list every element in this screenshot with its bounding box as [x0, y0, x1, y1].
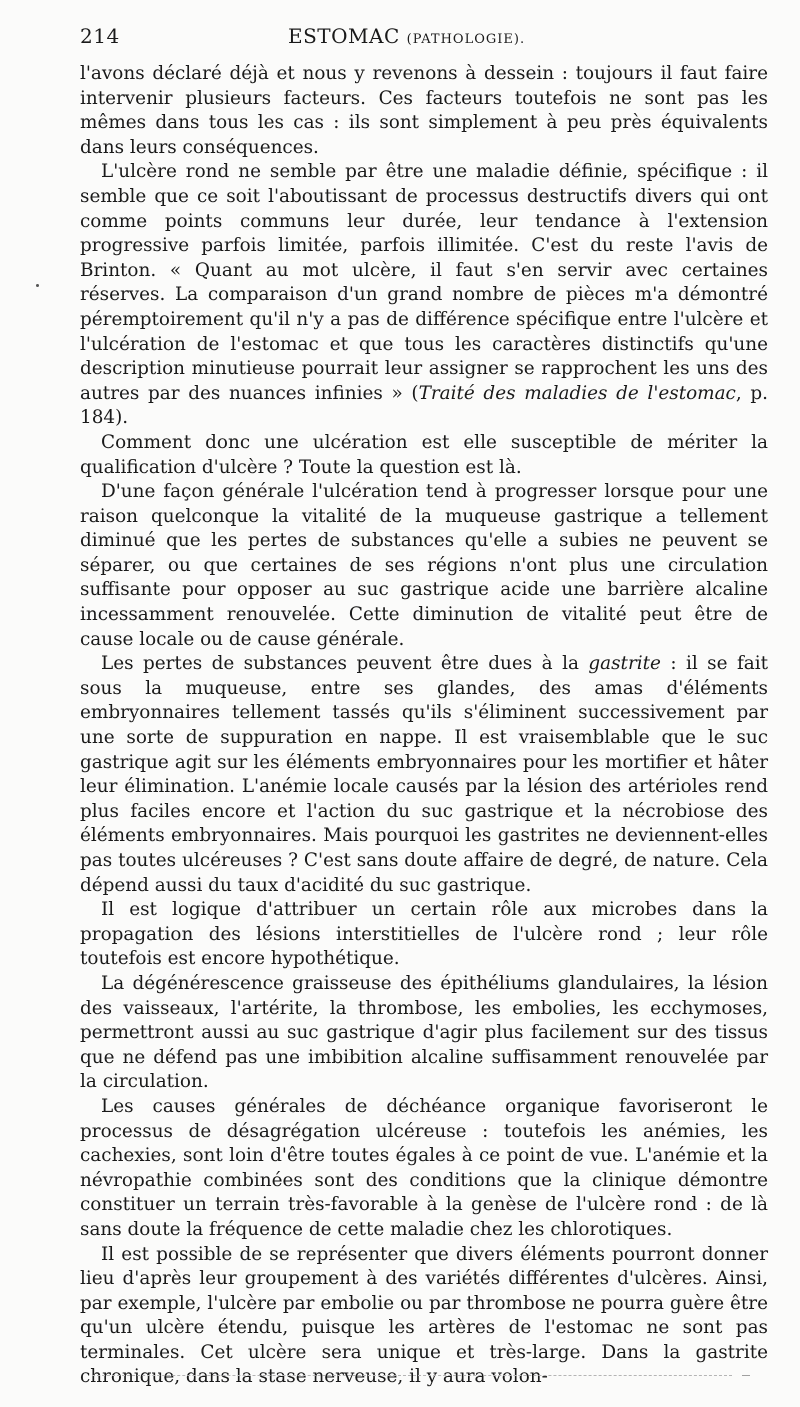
paragraph: Comment donc une ulcération est elle susceptible de mériter la qualification d'ulcère ? Toute la question est là.: [80, 431, 768, 478]
footer-rule: [92, 1375, 732, 1376]
book-title: Traité des maladies de l'estomac: [418, 382, 736, 404]
page-header: [80, 24, 770, 54]
running-head-title: ESTOMAC: [288, 24, 400, 48]
paragraph: Les pertes de substances peuvent être dues à la gastrite : il se fait sous la muqueuse, entre ses glandes, des amas d'éléments embryonnaires tellement tassés qu'ils s'éliminent successivement par une sorte de suppuration en nappe. Il est vraisemblable que le suc gastrique agit sur les éléments embryonnaires pour les mortifier et hâter leur élimination. L'anémie locale causés par la lésion des artérioles rend plus faciles encore et l'action du suc gastrique et la nécrobiose des éléments embryonnaires. Mais pourquoi les gastrites ne deviennent-elles pas toutes ulcéreuses ? C'est sans doute affaire de degré, de nature. Cela dépend aussi du taux d'acidité du suc gastrique.: [80, 653, 768, 896]
page-number: 214: [80, 24, 120, 48]
running-head: [288, 24, 525, 48]
paragraph: l'avons déclaré déjà et nous y revenons à dessein : toujours il faut faire intervenir plusieurs facteurs. Ces facteurs toutefois ne sont pas les mêmes dans tous les cas : ils sont simplement à peu près équivalents dans leurs conséquences.: [80, 63, 768, 158]
paragraph: Les causes générales de déchéance organique favoriseront le processus de désagrégation ulcéreuse : toutefois les anémies, les cachexies, sont loin d'être toutes égales à ce point de vue. L'anémie et la névropathie combinées sont des conditions que la clinique démontre constituer un terrain très-favorable à la genèse de l'ulcère rond : de là sans doute la fréquence de cette maladie chez les chlorotiques.: [80, 1095, 768, 1240]
paragraph: D'une façon générale l'ulcération tend à progresser lorsque pour une raison quelconque la vitalité de la muqueuse gastrique a tellement diminué que les pertes de substances qu'elle a subies ne peuvent se séparer, ou que certaines de ses régions n'ont plus une circulation suffisante pour opposer au suc gastrique acide une barrière alcaline incessamment renouvelée. Cette diminution de vitalité peut être de cause locale ou de cause générale.: [80, 481, 768, 650]
paragraph: Il est possible de se représenter que divers éléments pourront donner lieu d'après leur groupement à des variétés différentes d'ulcères. Ainsi, par exemple, l'ulcère par embolie ou par thrombose ne pourra guère être qu'un ulcère étendu, puisque les artères de l'estomac ne sont pas terminales. Cet ulcère sera unique et très-large. Dans la gastrite chronique, dans la stase nerveuse, il y aura volon-: [80, 1243, 768, 1388]
emphasis-term: gastrite: [588, 653, 661, 675]
margin-speck: [36, 284, 39, 287]
paragraph: L'ulcère rond ne semble par être une maladie définie, spécifique : il semble que ce soit l'aboutissant de processus destructifs divers qui ont comme points communs leur durée, leur tendance à l'extension progressive parfois limitée, parfois illimitée. C'est du reste l'avis de Brinton. « Quant au mot ulcère, il faut s'en servir avec certaines réserves. La comparaison d'un grand nombre de pièces m'a démontré péremptoirement qu'il n'y a pas de différence spécifique entre l'ulcère et l'ulcération de l'estomac et que tous les caractères distinctifs qu'une description minutieuse pourrait leur assigner se rapprochent les uns des autres par des nuances infinies » (Traité des maladies de l'estomac, p. 184).: [80, 161, 768, 429]
paragraph: La dégénérescence graisseuse des épithéliums glandulaires, la lésion des vaisseaux, l'artérite, la thrombose, les embolies, les ecchymoses, permettront aussi au suc gastrique d'agir plus facilement sur des tissus que ne défend pas une imbibition alcaline suffisamment renouvelée par la circulation.: [80, 972, 768, 1093]
paragraph: Il est logique d'attribuer un certain rôle aux microbes dans la propagation des lésions interstitielles de l'ulcère rond ; leur rôle toutefois est encore hypothétique.: [80, 899, 768, 970]
footer-dash: [742, 1375, 750, 1376]
body-text: [80, 62, 768, 1390]
running-head-subtitle: (PATHOLOGIE).: [406, 32, 526, 47]
